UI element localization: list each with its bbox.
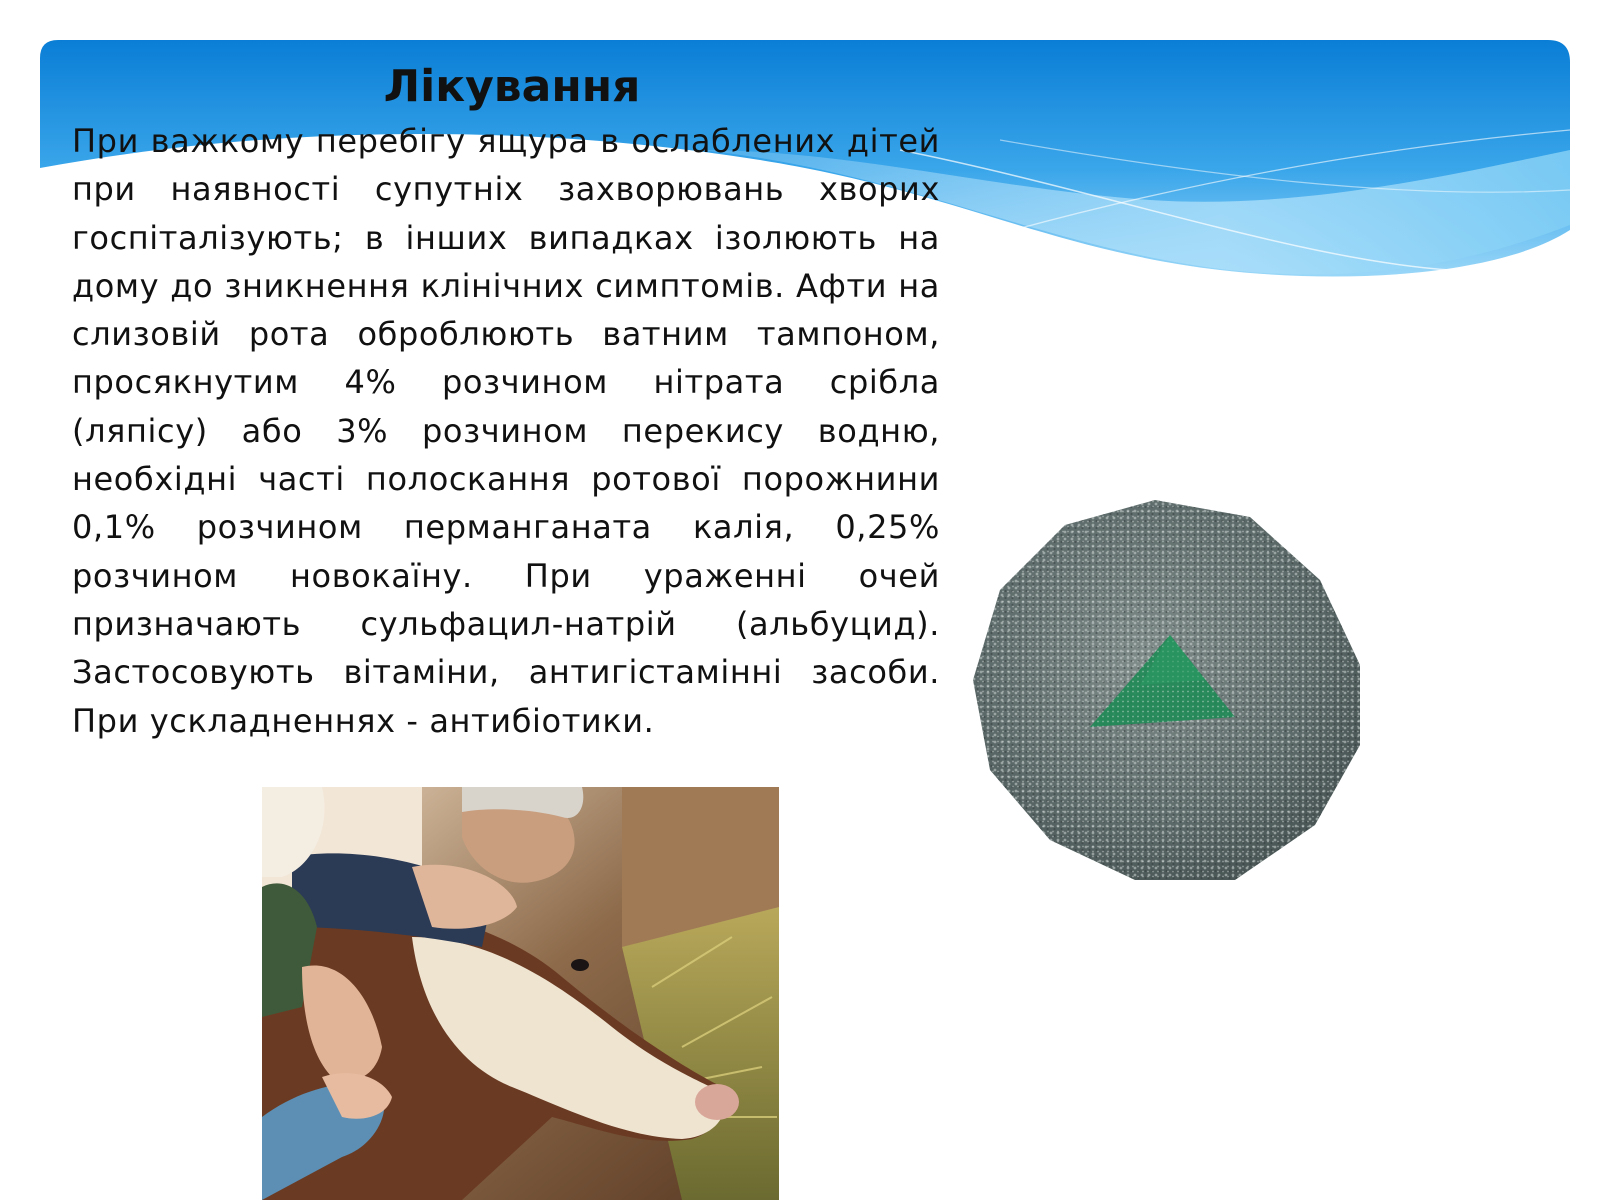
slide-title: Лікування bbox=[383, 61, 641, 112]
treatment-text: При важкому перебігу ящура в ослаблених дітей при наявності супутніх захворювань хворих госпіталізують; в інших випадках ізолюють на дому до зникнення клінічних симптомів. Афти на слизовій рота оброблюють ватним тампоном, просякнутим 4% розчином нітрата срібла (ляпісу) або 3% розчином перекису водню, необхідні часті полоскання ротової порожнини 0,1% розчином перманганата калія, 0,25% розчином новокаїну. При ураженні очей призначають сульфацил-натрій (альбуцид). Застосовують вітаміни, антигістамінні засоби. При ускладненнях - антибіотики. bbox=[72, 122, 940, 740]
virus-particle-icon bbox=[965, 495, 1385, 895]
cow-treatment-photo-icon bbox=[262, 787, 779, 1200]
